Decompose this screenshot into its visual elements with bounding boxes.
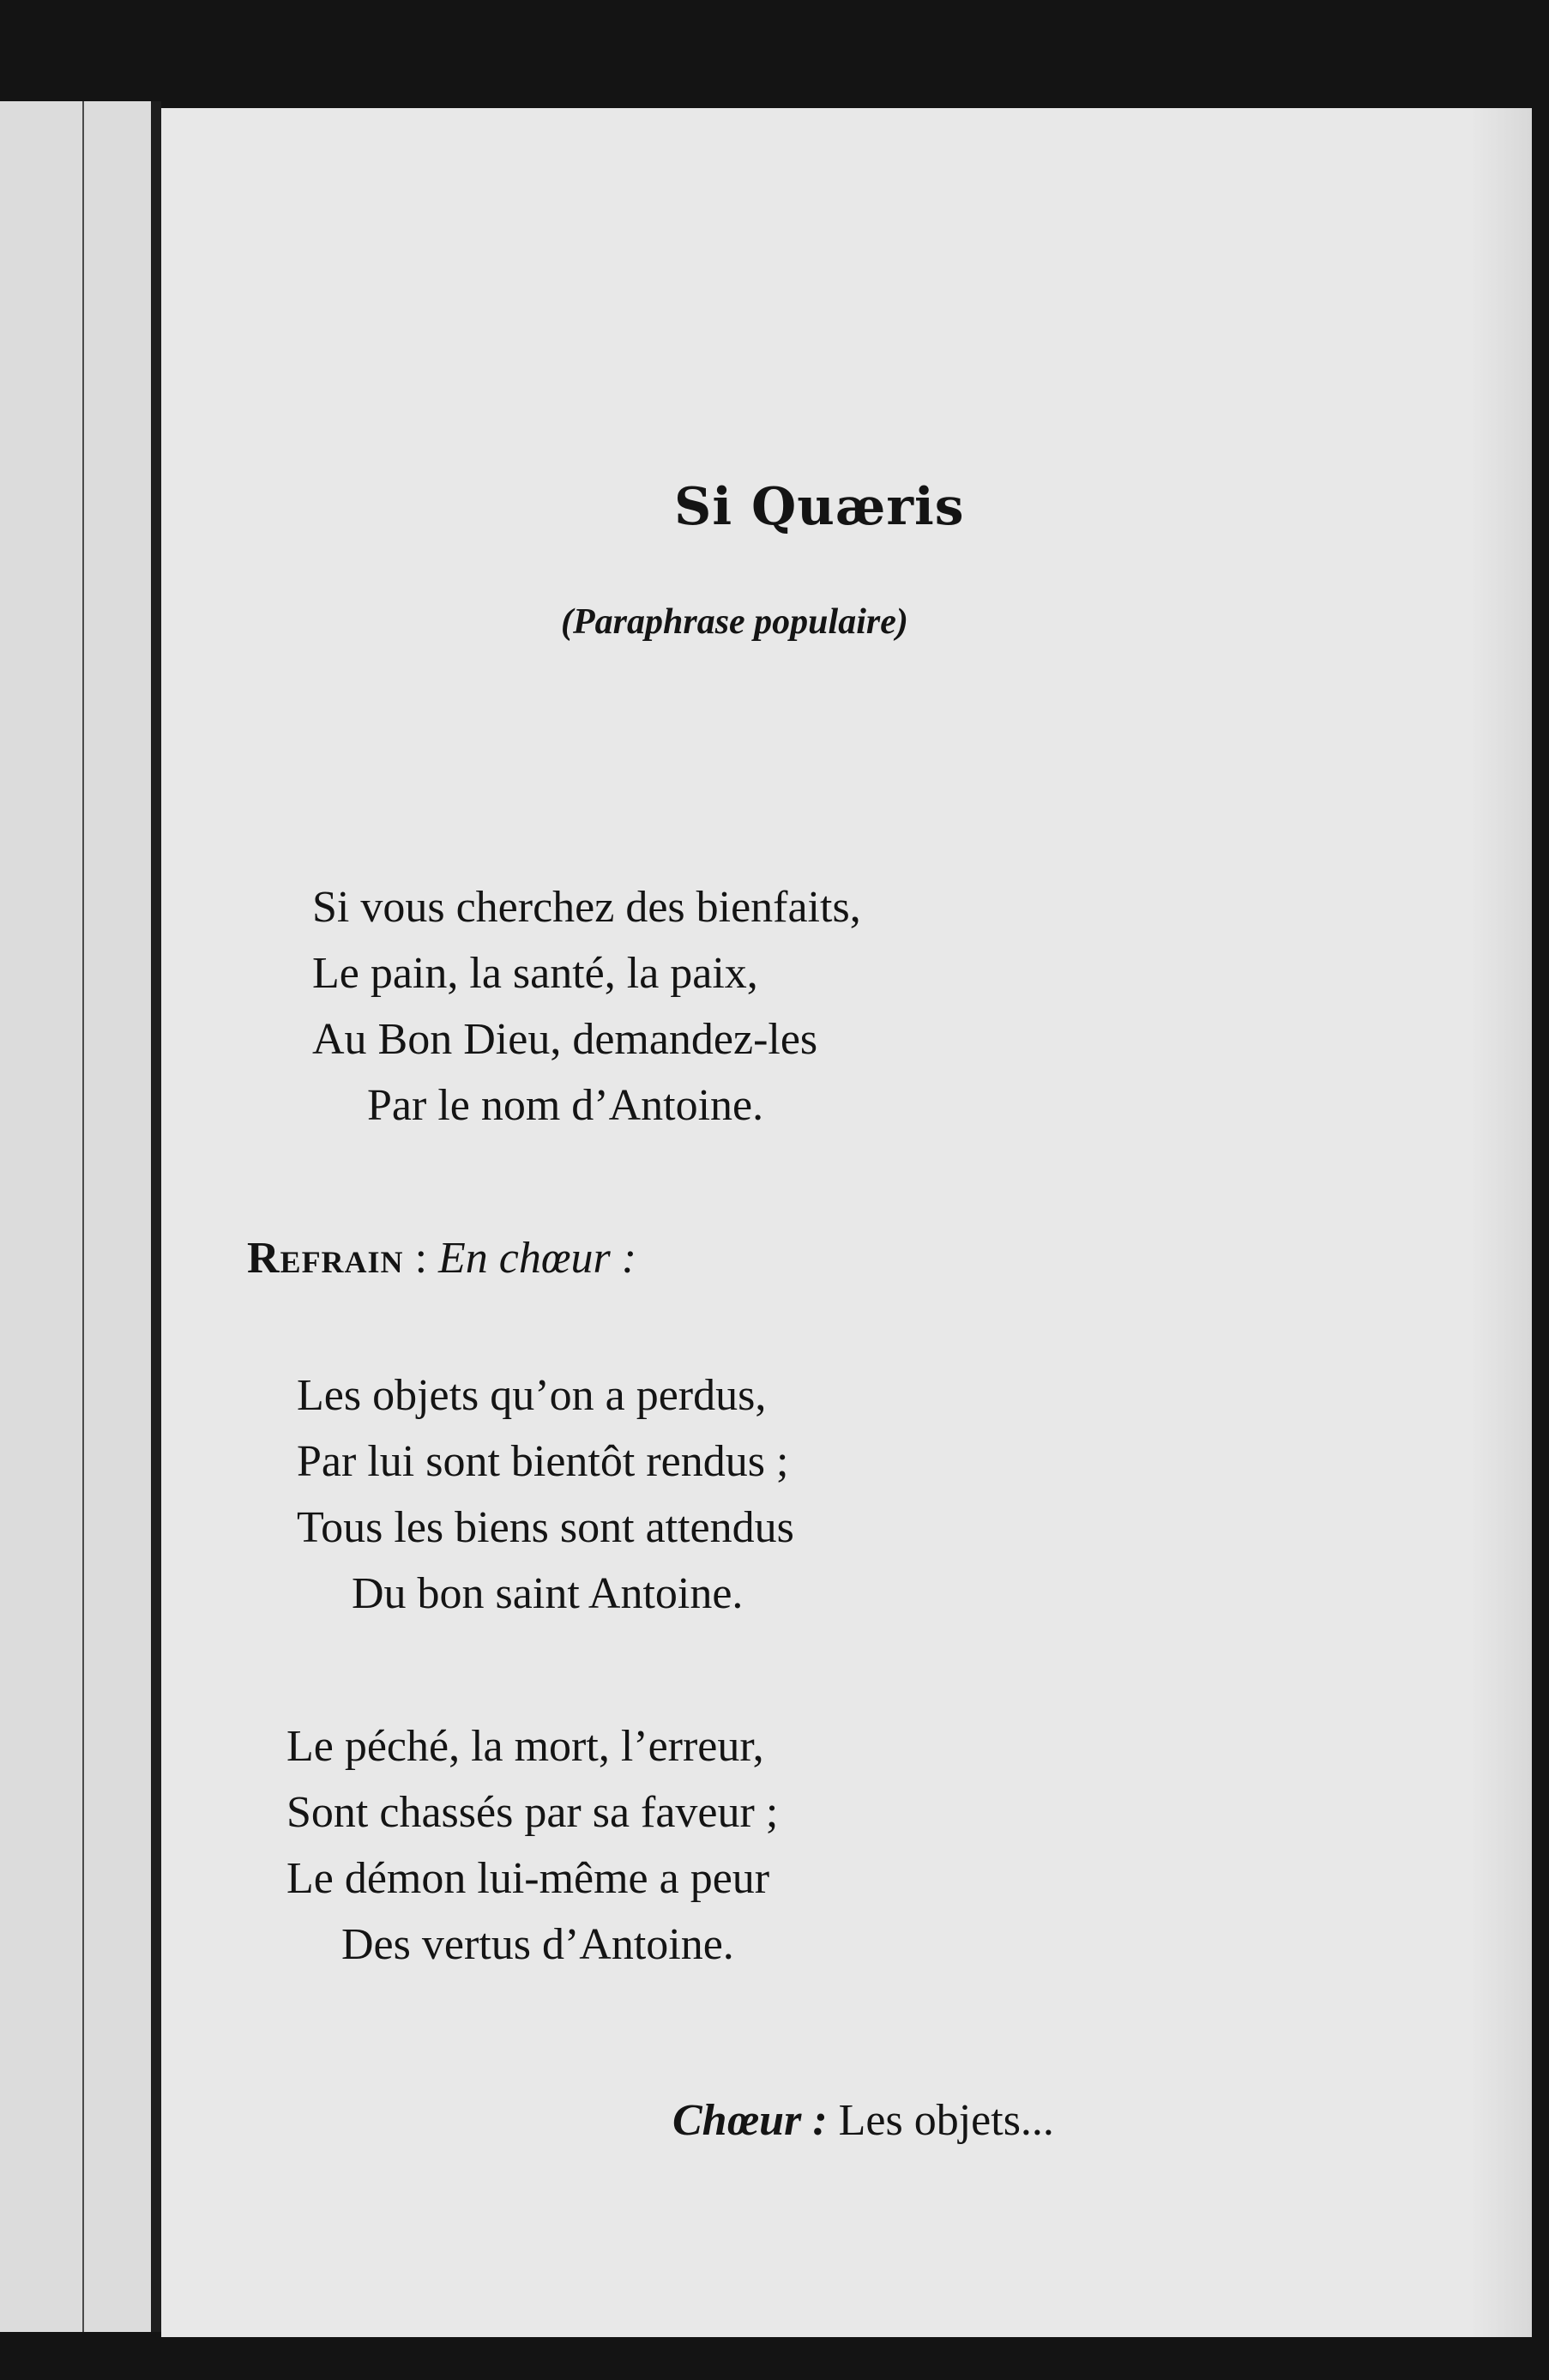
stanza-refrain [297, 1362, 794, 1627]
verse-line: Le péché, la mort, l’erreur, [286, 1722, 764, 1771]
verse-line: Tous les biens sont attendus [297, 1503, 794, 1552]
verse-line: Par lui sont bientôt rendus ; [297, 1437, 789, 1486]
hymn-subtitle: (Paraphrase populaire) [561, 602, 908, 642]
chorus-text: Les objets... [827, 2096, 1054, 2145]
verse-line: Le démon lui-même a peur [286, 1854, 770, 1903]
verse-line: Des vertus d’Antoine. [341, 1920, 734, 1969]
page-fold-shadow [1470, 108, 1532, 2337]
verse-line: Si vous cherchez des bienfaits, [312, 883, 861, 932]
book-gutter [151, 101, 161, 2332]
verse-line: Sont chassés par sa faveur ; [286, 1788, 779, 1837]
chorus-label: Chœur : [672, 2096, 828, 2145]
verse-line: Le pain, la santé, la paix, [312, 949, 758, 998]
left-page-rule [82, 101, 84, 2332]
verse-line: Les objets qu’on a perdus, [297, 1371, 767, 1420]
verse-line: Du bon saint Antoine. [352, 1569, 744, 1618]
stanza-1 [312, 874, 861, 1139]
chorus-reference [672, 2095, 1054, 2146]
refrain-label: Refrain [247, 1234, 404, 1283]
right-page [161, 108, 1532, 2337]
hymn-title: Si Quæris [674, 477, 965, 537]
verse-line: Au Bon Dieu, demandez-les [312, 1015, 818, 1064]
refrain-separator: : [403, 1234, 439, 1283]
verse-line: Par le nom d’Antoine. [367, 1081, 764, 1130]
stanza-2 [286, 1713, 778, 1978]
refrain-instruction: En chœur : [438, 1234, 637, 1283]
refrain-heading [247, 1233, 636, 1284]
left-page-edge [0, 101, 151, 2332]
